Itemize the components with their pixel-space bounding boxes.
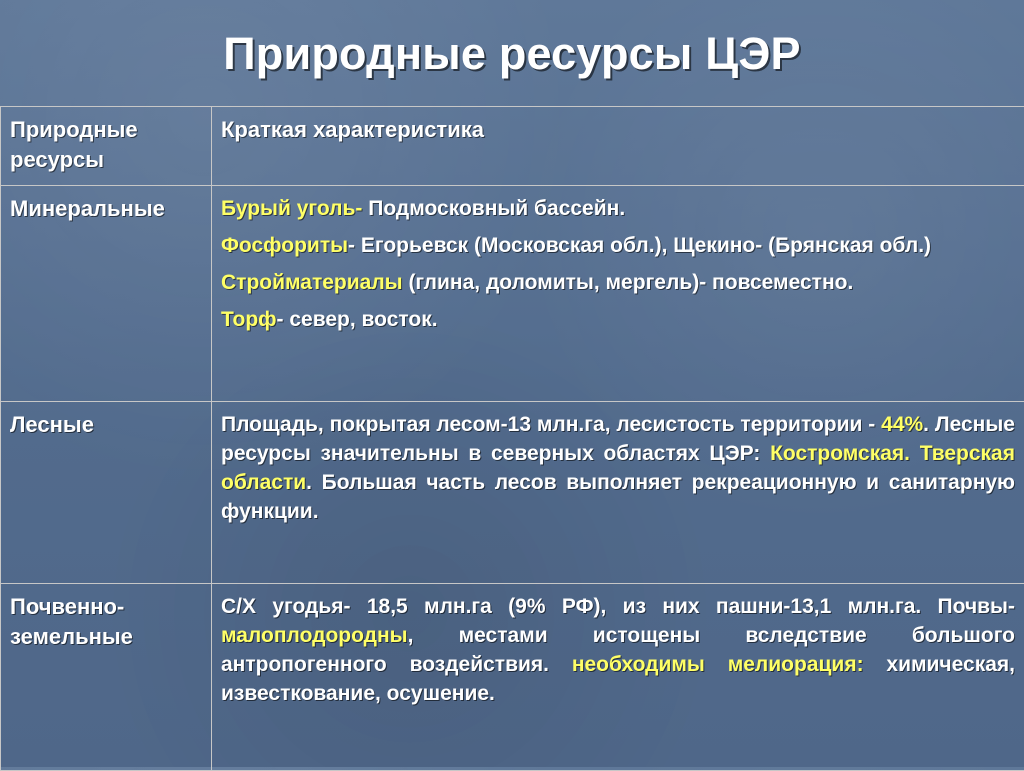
mineral-highlight: Бурый уголь-	[221, 197, 362, 220]
mineral-highlight: Фосфориты	[221, 234, 348, 257]
table-row	[1, 402, 1024, 584]
mineral-item	[221, 268, 1015, 297]
mineral-item	[221, 194, 1015, 223]
forest-highlight-percent: 44%	[881, 413, 923, 436]
mineral-highlight: Торф	[221, 308, 277, 331]
header-characteristic-label: Краткая характеристика	[221, 115, 1015, 145]
slide-title: Природные ресурсы ЦЭР	[0, 28, 1024, 80]
soil-text-part: , местами истощены вследствие большого антропогенного воздействия.	[221, 624, 1015, 676]
mineral-item	[221, 305, 1015, 334]
mineral-text: (глина, доломиты, мергель)- повсеместно.	[403, 271, 854, 294]
soil-text-part: химическая, известкование, осушение.	[221, 653, 1015, 705]
mineral-text: - север, восток.	[277, 308, 438, 331]
table-row	[1, 584, 1024, 771]
resource-type-mineral: Минеральные	[10, 194, 201, 224]
forest-text-part: . Большая часть лесов выполняет рекреационную и санитарную функции.	[221, 471, 1015, 523]
header-resources-label: Природные ресурсы	[10, 115, 201, 175]
description-cell	[212, 584, 1024, 771]
description-cell	[212, 186, 1024, 402]
resource-type-forest: Лесные	[10, 410, 201, 440]
forest-description	[221, 410, 1015, 526]
table-row	[1, 186, 1024, 402]
forest-text-part: Площадь, покрытая лесом-13 млн.га, лесистость территории -	[221, 413, 881, 436]
resource-type-cell	[1, 402, 212, 584]
mineral-text: Подмосковный бассейн.	[362, 197, 625, 220]
header-cell-characteristic	[212, 107, 1024, 186]
mineral-highlight: Стройматериалы	[221, 271, 403, 294]
soil-highlight-fertility: малоплодородны	[221, 624, 408, 647]
forest-highlight-regions: Костромская. Тверская области	[221, 442, 1015, 494]
resources-table	[0, 106, 1024, 771]
header-cell-resources	[1, 107, 212, 186]
mineral-description-list	[212, 186, 1024, 334]
soil-text-part: С/Х угодья- 18,5 млн.га (9% РФ), из них пашни-13,1 млн.га. Почвы-	[221, 595, 1015, 618]
mineral-item	[221, 231, 1015, 260]
resource-type-cell	[1, 584, 212, 771]
soil-description	[221, 592, 1015, 708]
mineral-text: - Егорьевск (Московская обл.), Щекино- (Брянская обл.)	[348, 234, 931, 257]
resource-type-cell	[1, 186, 212, 402]
description-cell	[212, 402, 1024, 584]
soil-highlight-melioration: необходимы мелиорация:	[572, 653, 864, 676]
resource-type-soil: Почвенно-земельные	[10, 592, 201, 652]
table-header-row	[1, 107, 1024, 186]
forest-text-part: . Лесные ресурсы значительны в северных областях ЦЭР:	[221, 413, 1015, 465]
